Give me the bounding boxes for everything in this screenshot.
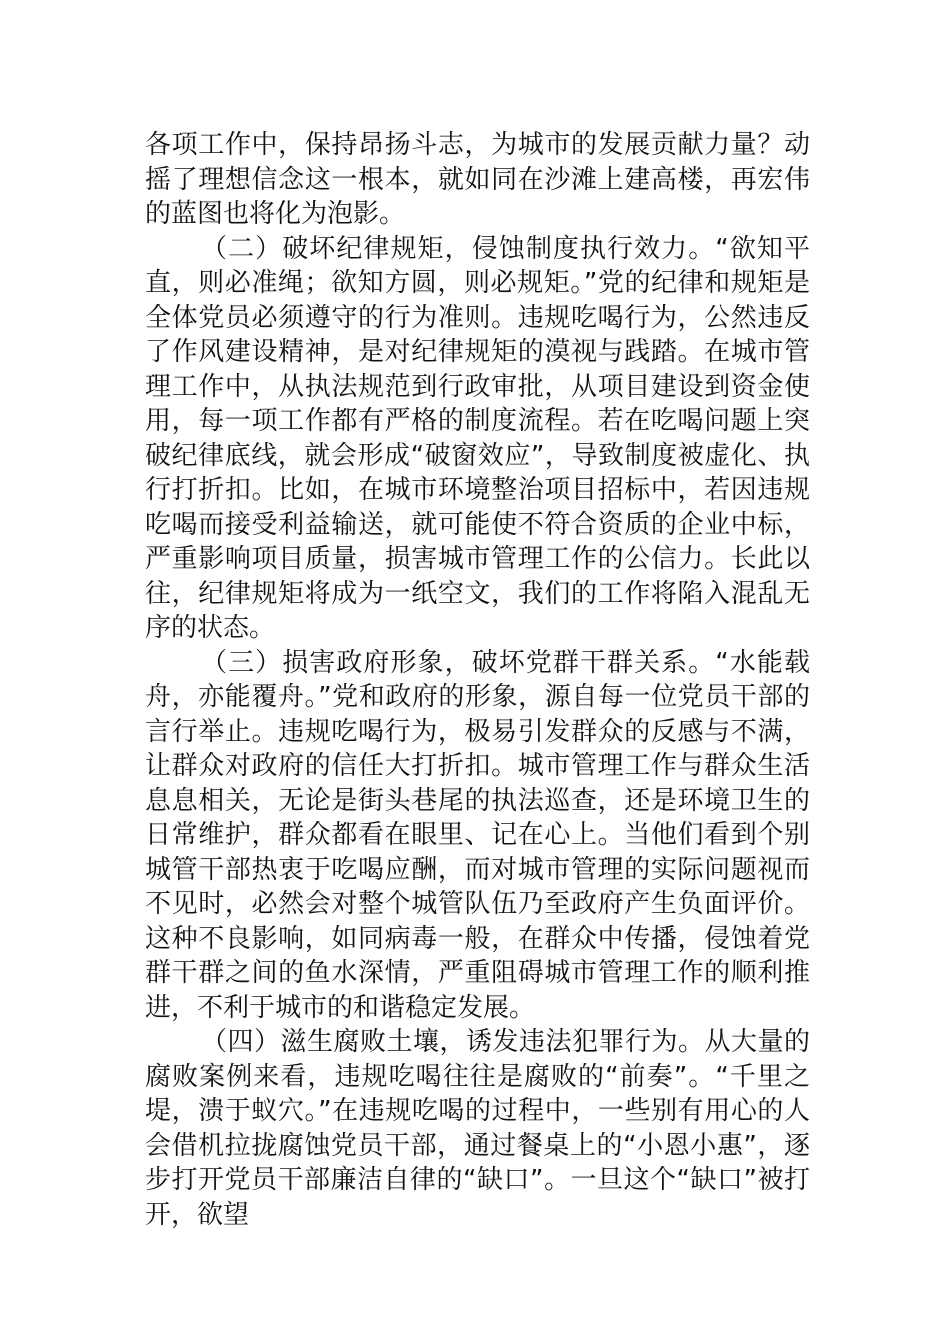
paragraph-1: 各项工作中，保持昂扬斗志，为城市的发展贡献力量？动摇了理想信念这一根本，就如同在沙滩上建高楼，再宏伟的蓝图也将化为泡影。: [145, 130, 810, 229]
paragraph-2: （二）破坏纪律规矩，侵蚀制度执行效力。“欲知平直，则必准绳；欲知方圆，则必规矩。”党的纪律和规矩是全体党员必须遵守的行为准则。违规吃喝行为，公然违反了作风建设精神，是对纪律规矩的漠视与践踏。在城市管理工作中，从执法规范到行政审批，从项目建设到资金使用，每一项工作都有严格的制度流程。若在吃喝问题上突破纪律底线，就会形成“破窗效应”，导致制度被虚化、执行打折扣。比如，在城市环境整治项目招标中，若因违规吃喝而接受利益输送，就可能使不符合资质的企业中标，严重影响项目质量，损害城市管理工作的公信力。长此以往，纪律规矩将成为一纸空文，我们的工作将陷入混乱无序的状态。: [145, 233, 810, 643]
paragraph-4: （四）滋生腐败土壤，诱发违法犯罪行为。从大量的腐败案例来看，违规吃喝往往是腐败的“前奏”。“千里之堤，溃于蚁穴。”在违规吃喝的过程中，一些别有用心的人会借机拉拢腐蚀党员干部，通过餐桌上的“小恩小惠”，逐步打开党员干部廉洁自律的“缺口”。一旦这个“缺口”被打开，欲望: [145, 1027, 810, 1230]
body-text: [145, 128, 810, 1232]
paragraph-3: （三）损害政府形象，破坏党群干群关系。“水能载舟，亦能覆舟。”党和政府的形象，源自每一位党员干部的言行举止。违规吃喝行为，极易引发群众的反感与不满，让群众对政府的信任大打折扣。城市管理工作与群众生活息息相关，无论是街头巷尾的执法巡查，还是环境卫生的日常维护，群众都看在眼里、记在心上。当他们看到个别城管干部热衷于吃喝应酬，而对城市管理的实际问题视而不见时，必然会对整个城管队伍乃至政府产生负面评价。这种不良影响，如同病毒一般，在群众中传播，侵蚀着党群干群之间的鱼水深情，严重阻碍城市管理工作的顺利推进，不利于城市的和谐稳定发展。: [145, 647, 810, 1023]
